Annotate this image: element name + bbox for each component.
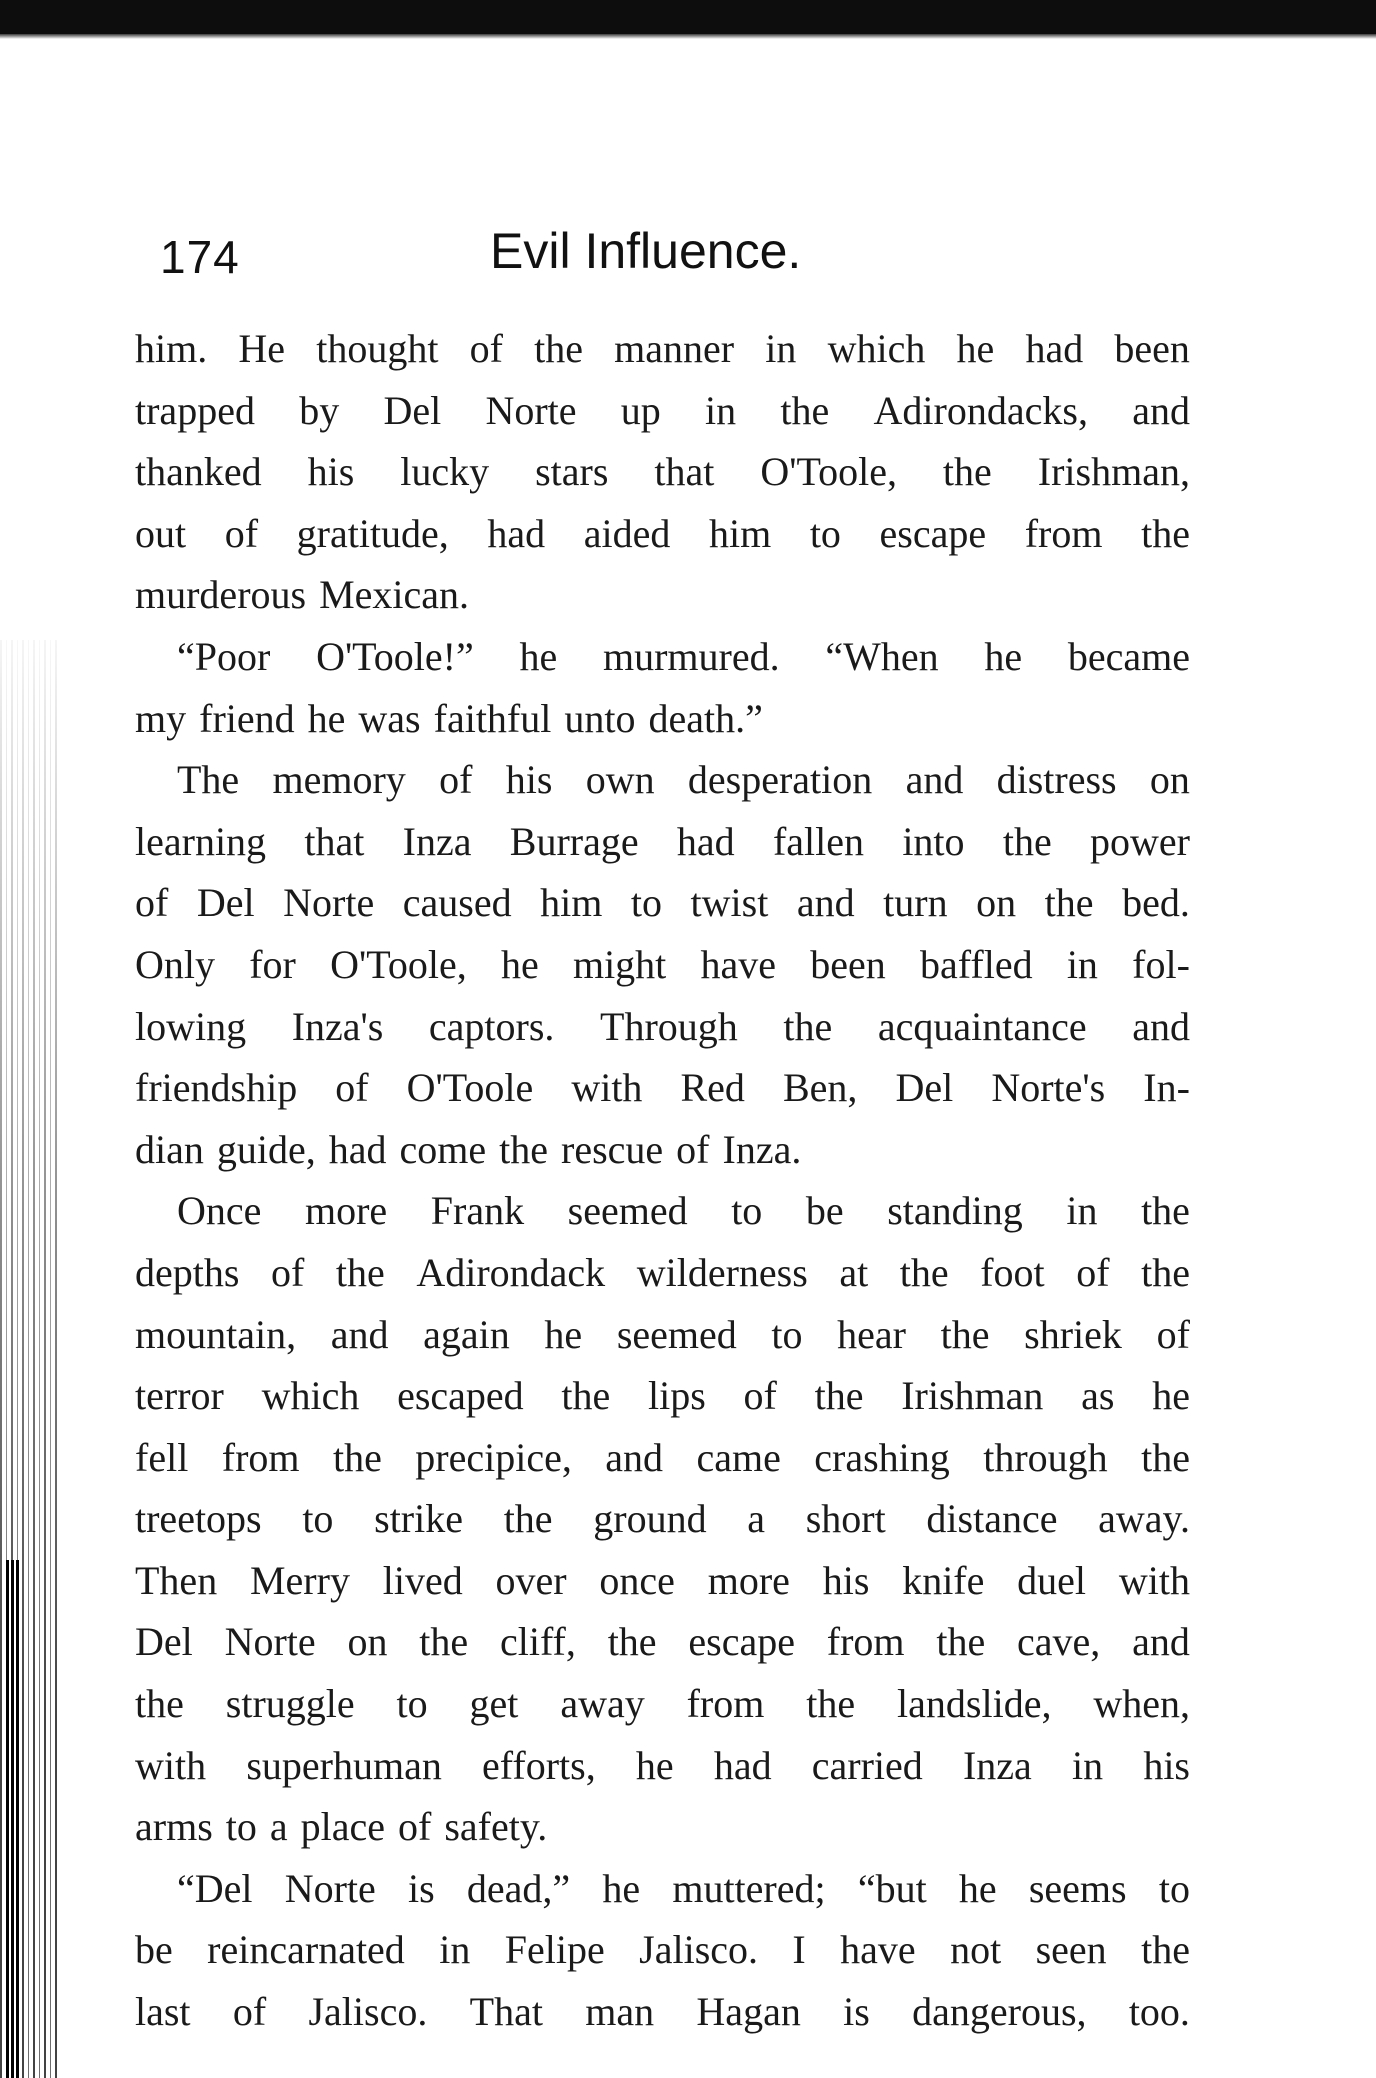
running-head — [160, 222, 1190, 292]
body-text — [135, 318, 1190, 2043]
text-line: thanked his lucky stars that O'Toole, the Irishman, — [135, 449, 1190, 495]
text-line: the struggle to get away from the landslide, when, — [135, 1681, 1190, 1727]
text-line: trapped by Del Norte up in the Adirondacks, and — [135, 387, 1190, 433]
page-number: 174 — [160, 231, 240, 283]
text-line: with superhuman efforts, he had carried Inza in his — [135, 1742, 1190, 1788]
text-line: lowing Inza's captors. Through the acquaintance and — [135, 1003, 1190, 1049]
text-line: Then Merry lived over once more his knife duel with — [135, 1557, 1190, 1603]
text-line: Del Norte on the cliff, the escape from the cave, and — [135, 1619, 1190, 1665]
text-line: The memory of his own desperation and distress on — [177, 757, 1190, 803]
text-line: “Del Norte is dead,” he muttered; “but he seems to — [177, 1865, 1190, 1911]
text-line: fell from the precipice, and came crashing through the — [135, 1434, 1190, 1480]
text-line: learning that Inza Burrage had fallen into the power — [135, 818, 1190, 864]
text-line: him. He thought of the manner in which he had been — [135, 326, 1190, 371]
text-line: out of gratitude, had aided him to escape from the — [135, 510, 1190, 556]
text-line: murderous Mexican. — [135, 572, 470, 618]
text-line: dian guide, had come the rescue of Inza. — [135, 1126, 802, 1172]
text-line: treetops to strike the ground a short distance away. — [135, 1496, 1190, 1542]
text-line: my friend he was faithful unto death.” — [135, 695, 763, 741]
text-line: Only for O'Toole, he might have been baffled in fol- — [135, 941, 1190, 987]
text-line: arms to a place of safety. — [135, 1804, 548, 1850]
text-line: be reincarnated in Felipe Jalisco. I have not seen the — [135, 1927, 1190, 1973]
text-line: terror which escaped the lips of the Irishman as he — [135, 1373, 1190, 1419]
text-line: mountain, and again he seemed to hear the shriek of — [135, 1311, 1190, 1357]
text-line: depths of the Adirondack wilderness at the foot of the — [135, 1249, 1190, 1295]
text-line: of Del Norte caused him to twist and turn on the bed. — [135, 880, 1190, 926]
chapter-title: Evil Influence. — [490, 223, 802, 279]
text-line: Once more Frank seemed to be standing in the — [177, 1188, 1190, 1234]
text-line: friendship of O'Toole with Red Ben, Del Norte's In- — [135, 1065, 1190, 1111]
text-line: last of Jalisco. That man Hagan is dangerous, too. — [135, 1989, 1190, 2035]
text-line: “Poor O'Toole!” he murmured. “When he became — [177, 633, 1190, 679]
